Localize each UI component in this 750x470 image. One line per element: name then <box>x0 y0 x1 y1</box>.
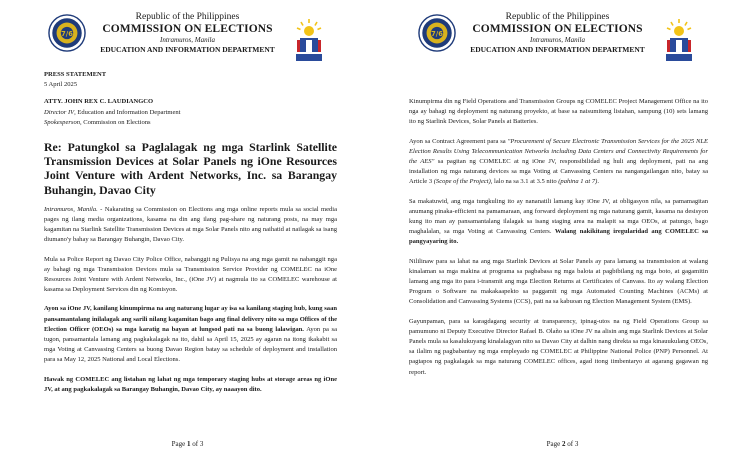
paragraph-5: Gayunpaman, para sa karagdagang security at transparency, ipinag-utos na ng Field Operations Group sa pamumuno ni Deputy Executive Director Rafael B. Olaño sa iOne JV na alisin ang mga Starlink Devices at Solar Panels mula sa kasalukuyang kinalalagyan nito sa Davao City at dalhin nang direkta sa mga kinauukulang OEOs, sa ilalim ng pagbabantay ng mga empleyado ng COMELEC at Philippine National Police (PNP) Personnel. At pagtapos ng pagkalagak sa mga naturang COMELEC offices, agad itong iimbentaryo at agarang gagawan ng report. <box>409 317 708 376</box>
location-line: Intramuros, Manila <box>160 36 215 44</box>
paragraph-4: Nililinaw para sa lahat na ang mga Starlink Devices at Solar Panels ay para lamang sa transmission at walang kinalaman sa mga makina at programa sa pagbabasa ng mga balota at pagbibilang ng mga boto, at gagamitin lamang ang mga ito para i-transmit ang mga Election Returns at Certificates of Canvass. Ito ay walang Election Program o Software na makakaapekto sa paggamit ng mga Automated Counting Machines (ACMs) at Consolidation and Canvassing Systems (CCS), pati na sa kabuoan ng Election Management System (EMS). <box>409 257 708 306</box>
author-name: ATTY. JOHN REX C. LAUDIANGCO <box>44 98 154 106</box>
doc-type: PRESS STATEMENT <box>44 71 107 78</box>
eid-logo-icon <box>295 18 323 62</box>
paragraph-2: Ayon sa Contract Agreement para sa "Procurement of Secure Electronic Transmission Services for the 2025 NLE Election Results Using Telecommunication Networks including Data Centers and Connectivity Requirements for the AES" sa pagitan ng COMELEC at ng iOne JV, responsibilidad ng huli ang deployment, pati na ang installation ng mga naturang devices sa mga Voting at Canvassing Centers na nangangailangan nito, batay sa Article 3 (Scope of the Project), lalo na sa 3.1 at 3.5 nito (pahina 1 at 7). <box>409 137 708 186</box>
eid-logo-icon <box>665 18 693 62</box>
department-name: EDUCATION AND INFORMATION DEPARTMENT <box>100 45 275 54</box>
paragraph-3: Ayon sa iOne JV, kanilang kinumpirma na ang naturang lugar ay isa sa kanilang staging hub, kung saan pansamantalang inilalagak ang sarili nilang kagamitan bago ang final delivery nito sa mga Offices of the Election Officer (OEOs) sa mga karatig na bayan at lungsod pati na sa buong lalawigan. Ayon pa sa tugon, pansamantala lamang ang pagkakalagak na ito, dahil sa April 15, 2025 ay agaran na itong ikakabit sa mga Voting at Canvassing Centers sa buong Davao Region batay sa schedule of deployment and installation para sa May 12, 2025 National and Local Elections. <box>44 305 337 364</box>
republic-line: Republic of the Philippines <box>135 12 240 22</box>
commission-name: COMMISSION ON ELECTIONS <box>102 23 273 35</box>
paragraph-1: Intramuros, Manila. - Nakarating sa Commission on Elections ang mga online reports mula sa social media pages ng ilang media organizations, kasama na din ang ilang pag-share ng naturang posts, na may mga kagamitan na Starlink Satellite Transmission Devices at mga Solar Panels nito ang naihatid at nailagak sa isang diumano'y bahay sa Barangay Buhangin, Davao City. <box>44 205 337 244</box>
svg-text:7/6: 7/6 <box>61 29 73 38</box>
page-number: Page 2 of 3 <box>546 440 579 448</box>
page-number: Page 1 of 3 <box>171 440 204 448</box>
republic-line: Republic of the Philippines <box>505 12 610 22</box>
paragraph-4: Hawak ng COMELEC ang listahan ng lahat ng mga temporary staging hubs at storage areas ng iOne JV, at ang pagkakalagak sa Barangay Buhangin, Davao City, ay naaayon dito. <box>44 375 337 393</box>
svg-text:7/6: 7/6 <box>431 29 443 38</box>
department-name: EDUCATION AND INFORMATION DEPARTMENT <box>470 45 645 54</box>
paragraph-1: Kinumpirma din ng Field Operations and Transmission Groups ng COMELEC Project Management Office na ito nga ay bahagi ng deployment ng naturang proyekto, at base sa naisumiteng listahan, sampung (10) sets lamang ito ng Starlink Devices, Solar Panels at Batteries. <box>409 98 708 126</box>
statement-title: Re: Patungkol sa Paglalagak ng mga Starlink Satellite Transmission Devices at Solar Panels ng iOne Resources Joint Venture with Ardent Networks, Inc. sa Barangay Buhangin, Davao City <box>44 140 337 197</box>
commission-name: COMMISSION ON ELECTIONS <box>472 23 643 35</box>
document-page-2 <box>375 0 750 470</box>
page-1-body <box>44 70 337 404</box>
doc-date: 5 April 2025 <box>44 81 78 89</box>
paragraph-3: Sa makatuwid, ang mga tungkuling ito ay nananatili lamang kay iOne JV, at obligasyon nila, sa pamamagitan anumang pinaka-efficient na pamamaraan, ang forward deployment ng mga naturang gamit, kasama na desisyon kung ito man ay pansamantalang ilalagak sa isang staging area na malapit sa mga OEOs, at patungo, bago maghalalan, sa mga Voting at Canvassing Centers. Walang nakikitang iregularidad ang COMELEC sa pangyayaring ito. <box>409 197 708 246</box>
paragraph-2: Mula sa Police Report ng Davao City Police Office, nabanggit ng Pulisya na ang mga gamit na nabanggit nga ay bahagi ng mga Transmission Devices mula sa Transmission Service Provider ng COMELEC na iOne Resources Joint Venture with Ardent Networks, Inc., (iOne JV) at nagmula ito sa COMELEC warehouse at kasama sa Deployment Services din ng Komisyon. <box>44 255 337 294</box>
location-line: Intramuros, Manila <box>530 36 585 44</box>
page-2-body <box>409 97 708 387</box>
letterhead <box>375 6 750 66</box>
author-role: Spokesperson, Commission on Elections <box>44 118 151 126</box>
letterhead <box>0 6 375 66</box>
author-title: Director IV, Education and Information Department <box>44 108 181 116</box>
